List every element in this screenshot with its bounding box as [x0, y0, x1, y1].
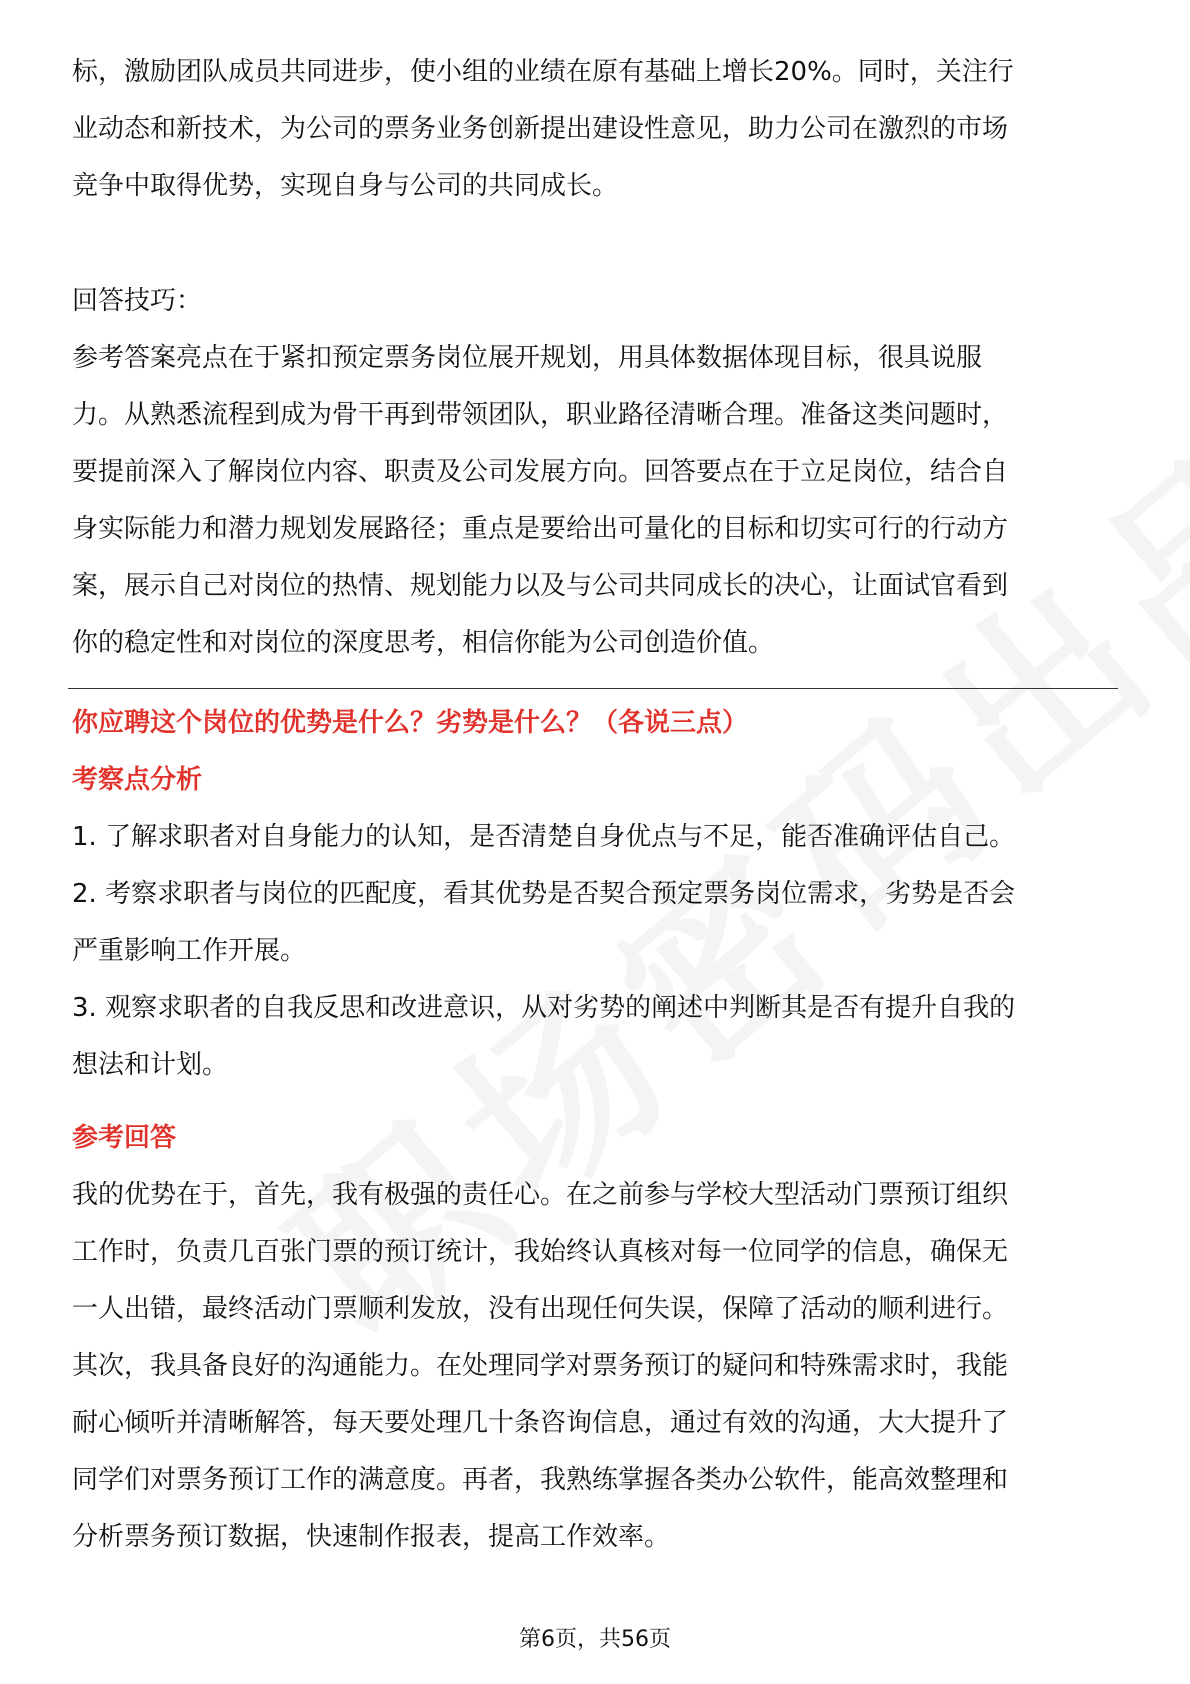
answer-heading: 参考回答	[72, 1123, 177, 1153]
text-line: 标，激励团队成员共同进步，使小组的业绩在原有基础上增长20%。同时，关注行	[72, 57, 1014, 87]
answer-line: 工作时，负责几百张门票的预订统计，我始终认真核对每一位同学的信息，确保无	[72, 1237, 1009, 1267]
analysis-line: 1. 了解求职者对自身能力的认知，是否清楚自身优点与不足，能否准确评估自己。	[72, 822, 1016, 852]
answer-line: 其次，我具备良好的沟通能力。在处理同学对票务预订的疑问和特殊需求时，我能	[72, 1351, 1009, 1381]
analysis-line: 想法和计划。	[72, 1050, 229, 1080]
text-line: 案，展示自己对岗位的热情、规划能力以及与公司共同成长的决心，让面试官看到	[72, 571, 1009, 601]
answer-tips-section	[72, 273, 1118, 672]
answer-line: 耐心倾听并清晰解答，每天要处理几十条咨询信息，通过有效的沟通，大大提升了	[72, 1408, 1009, 1438]
text-line: 你的稳定性和对岗位的深度思考，相信你能为公司创造价值。	[72, 628, 775, 658]
text-line: 身实际能力和潜力规划发展路径；重点是要给出可量化的目标和切实可行的行动方	[72, 514, 1009, 544]
analysis-heading: 考察点分析	[72, 765, 203, 795]
answer-line: 一人出错，最终活动门票顺利发放，没有出现任何失误，保障了活动的顺利进行。	[72, 1294, 1009, 1324]
text-line: 竞争中取得优势，实现自身与公司的共同成长。	[72, 171, 619, 201]
analysis-line: 3. 观察求职者的自我反思和改进意识，从对劣势的阐述中判断其是否有提升自我的	[72, 993, 1016, 1023]
analysis-line: 严重影响工作开展。	[72, 936, 307, 966]
page-content	[72, 44, 1118, 1566]
tips-label: 回答技巧：	[72, 286, 203, 316]
answer-line: 分析票务预订数据，快速制作报表，提高工作效率。	[72, 1522, 671, 1552]
analysis-line: 2. 考察求职者与岗位的匹配度，看其优势是否契合预定票务岗位需求，劣势是否会	[72, 879, 1016, 909]
text-line: 业动态和新技术，为公司的票务业务创新提出建设性意见，助力公司在激烈的市场	[72, 114, 1009, 144]
text-line: 力。从熟悉流程到成为骨干再到带领团队，职业路径清晰合理。准备这类问题时，	[72, 400, 1009, 430]
intro-paragraph	[72, 44, 1118, 215]
page-number: 第6页，共56页	[519, 1627, 671, 1652]
text-line: 要提前深入了解岗位内容、职责及公司发展方向。回答要点在于立足岗位，结合自	[72, 457, 1009, 487]
answer-line: 我的优势在于，首先，我有极强的责任心。在之前参与学校大型活动门票预订组织	[72, 1180, 1009, 1210]
text-line: 参考答案亮点在于紧扣预定票务岗位展开规划，用具体数据体现目标，很具说服	[72, 343, 983, 373]
question-title: 你应聘这个岗位的优势是什么？劣势是什么？（各说三点）	[72, 708, 749, 738]
question-section	[72, 695, 1118, 1566]
answer-line: 同学们对票务预订工作的满意度。再者，我熟练掌握各类办公软件，能高效整理和	[72, 1465, 1009, 1495]
